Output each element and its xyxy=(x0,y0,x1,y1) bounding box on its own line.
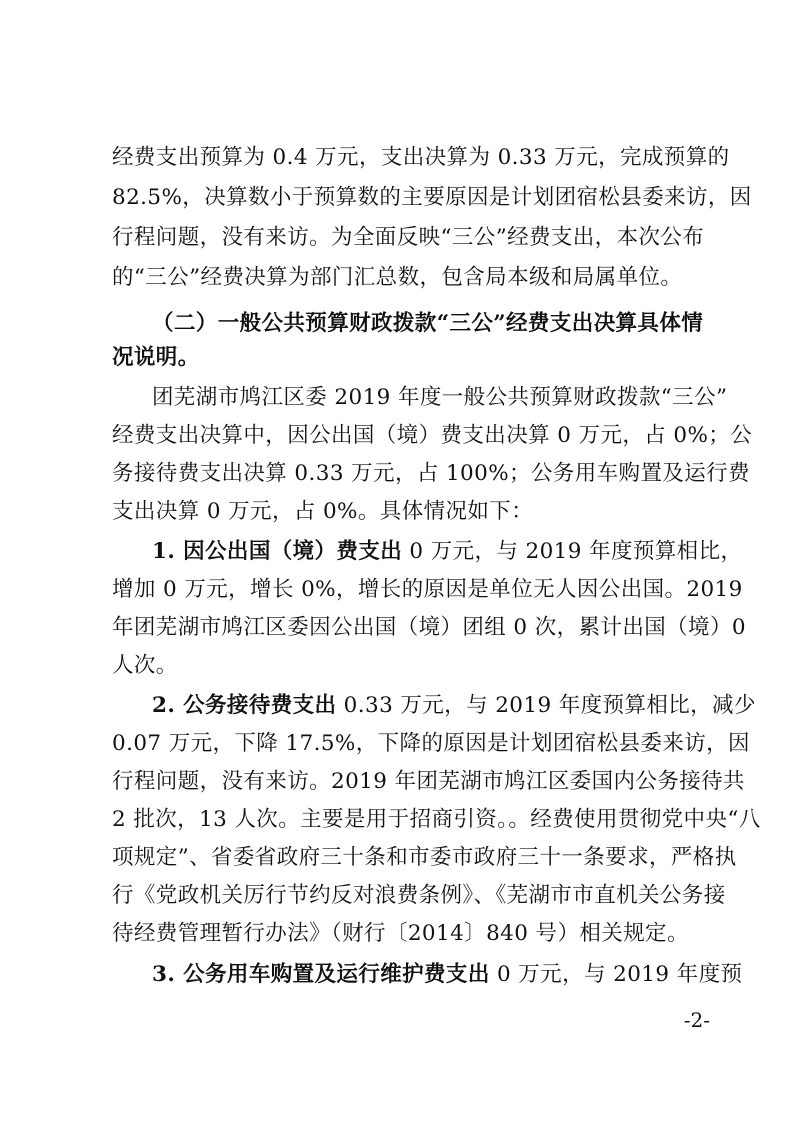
body-line-3: 行程问题，没有来访。为全面反映“三公”经费支出，本次公布 xyxy=(112,225,705,250)
body-line-18: 行程问题，没有来访。2019 年团芜湖市鸠江区委国内公务接待共 xyxy=(112,769,745,794)
body-line-17: 0.07 万元，下降 17.5%，下降的原因是计划团宿松县委来访，因 xyxy=(112,731,750,756)
section-heading-line-2: 况说明。 xyxy=(112,345,200,370)
body-line-14: 人次。 xyxy=(112,653,178,678)
item-2-text: 0.33 万元，与 2019 年度预算相比，减少 xyxy=(336,693,756,718)
item-3-line xyxy=(152,957,743,993)
item-1-line xyxy=(152,534,743,570)
body-line-10: 支出决算 0 万元，占 0%。具体情况如下： xyxy=(112,499,534,524)
item-3-heading: 3. 公务用车购置及运行维护费支出 xyxy=(152,962,490,987)
body-line-2: 82.5%，决算数小于预算数的主要原因是计划团宿松县委来访，因 xyxy=(112,185,752,210)
body-line-22: 待经费管理暂行办法》（财行〔2014〕840 号）相关规定。 xyxy=(112,921,689,946)
body-line-12: 增加 0 万元，增长 0%，增长的原因是单位无人因公出国。2019 xyxy=(112,577,743,602)
body-line-4: 的“三公”经费决算为部门汇总数，包含局本级和局属单位。 xyxy=(112,265,683,290)
body-line-7: 团芜湖市鸠江区委 2019 年度一般公共预算财政拨款“三公” xyxy=(152,385,728,410)
body-line-20: 项规定”、省委省政府三十条和市委市政府三十一条要求，严格执 xyxy=(112,845,737,870)
item-3-text: 0 万元，与 2019 年度预 xyxy=(489,962,743,987)
item-1-heading: 1. 因公出国（境）费支出 xyxy=(152,539,403,564)
item-2-heading: 2. 公务接待费支出 xyxy=(152,693,337,718)
item-2-line xyxy=(152,688,756,724)
body-line-1: 经费支出预算为 0.4 万元，支出决算为 0.33 万元，完成预算的 xyxy=(112,145,730,170)
body-line-8: 经费支出决算中，因公出国（境）费支出决算 0 万元，占 0%；公 xyxy=(112,423,753,448)
item-1-text: 0 万元，与 2019 年度预算相比， xyxy=(402,539,743,564)
body-line-19: 2 批次，13 人次。主要是用于招商引资。。经费使用贯彻党中央“八 xyxy=(112,807,761,832)
section-heading-line-1: （二）一般公共预算财政拨款“三公”经费支出决算具体情 xyxy=(152,311,704,336)
page-number: -2- xyxy=(683,1008,710,1032)
body-line-21: 行《党政机关厉行节约反对浪费条例》、《芜湖市市直机关公务接 xyxy=(112,883,726,908)
body-line-9: 务接待费支出决算 0.33 万元，占 100%；公务用车购置及运行费 xyxy=(112,461,750,486)
body-line-13: 年团芜湖市鸠江区委因公出国（境）团组 0 次，累计出国（境）0 xyxy=(112,615,746,640)
